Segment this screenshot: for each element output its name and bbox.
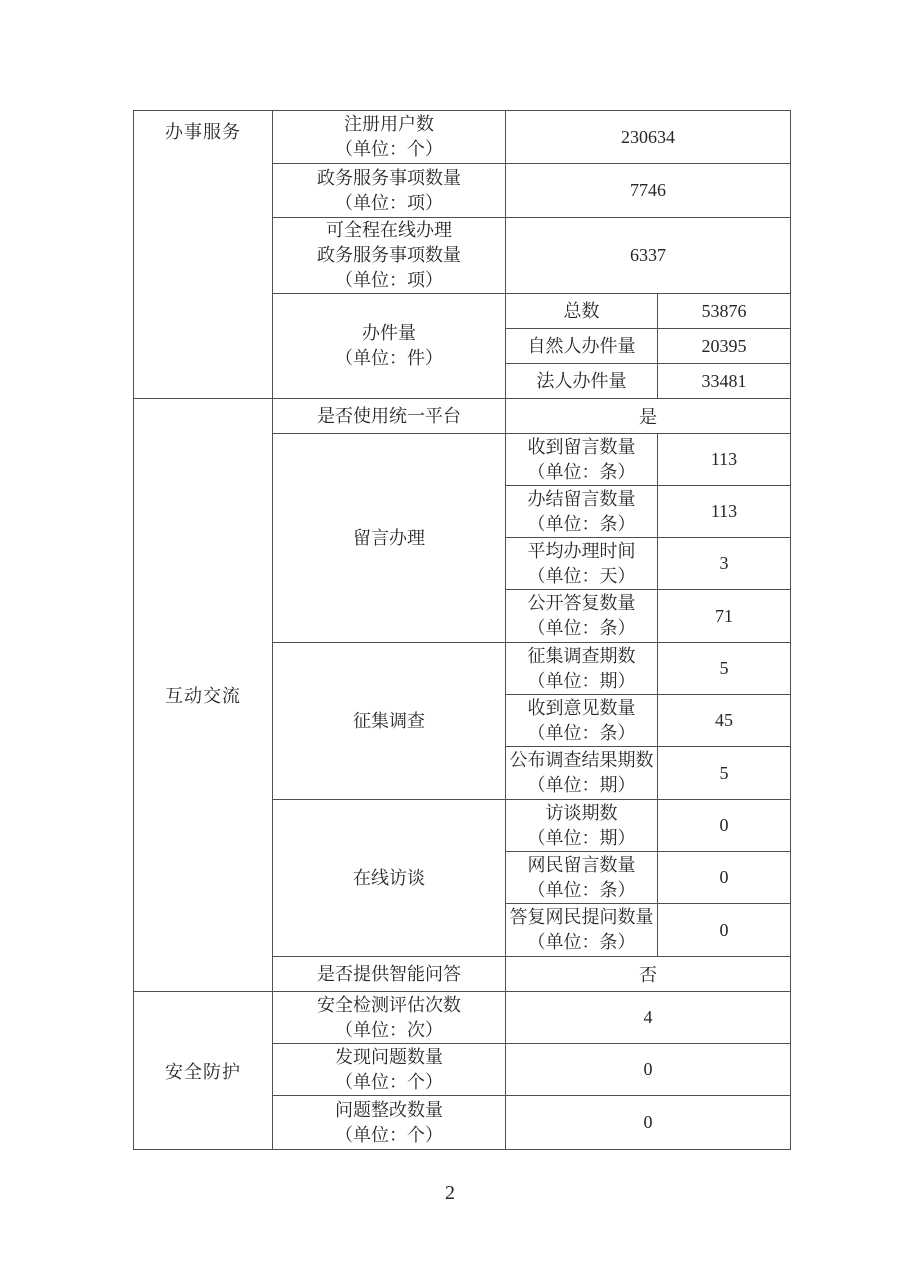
label-line: 总数 <box>563 300 600 321</box>
label-line: 安全检测评估次数 <box>317 994 461 1015</box>
value-cell: 0 <box>658 904 791 957</box>
value-cell: 3 <box>658 538 791 590</box>
value-cell: 0 <box>658 852 791 904</box>
label-line: 注册用户数 <box>344 114 434 134</box>
label-line: 收到留言数量 <box>527 436 636 457</box>
label-line: （单位：项） <box>335 192 443 213</box>
item-label-cell <box>273 800 506 957</box>
sub-item-cell <box>506 590 658 643</box>
value-cell: 113 <box>658 434 791 486</box>
label-line: （单位：条） <box>527 879 636 900</box>
label-line: （单位：条） <box>527 722 636 743</box>
category-cell-service: 办事服务 <box>134 111 273 399</box>
sub-item-cell <box>506 904 658 957</box>
label-line: （单位：条） <box>527 513 636 534</box>
item-label-cell <box>273 434 506 643</box>
label-line: （单位：个） <box>335 1124 443 1145</box>
label-line: 办件量 <box>362 323 416 343</box>
table-row <box>134 992 791 1044</box>
label-line: （单位：期） <box>527 670 636 691</box>
label-line: 征集调查 <box>353 710 425 731</box>
sub-item-cell <box>506 643 658 695</box>
label-line: 网民留言数量 <box>527 854 636 875</box>
sub-item-cell <box>506 364 658 399</box>
value-cell: 0 <box>658 800 791 852</box>
sub-item-cell <box>506 695 658 747</box>
label-line: （单位：条） <box>527 932 636 952</box>
category-cell-interaction: 互动交流 <box>134 399 273 992</box>
annual-report-table <box>133 110 791 1150</box>
label-line: 留言办理 <box>353 527 425 548</box>
sub-item-cell <box>506 434 658 486</box>
label-line: 政务服务事项数量 <box>317 167 461 188</box>
label-line: 征集调查期数 <box>527 645 636 666</box>
sub-item-cell <box>506 486 658 538</box>
label-line: 法人办件量 <box>536 370 627 391</box>
label-line: 问题整改数量 <box>335 1099 443 1120</box>
label-line: （单位：项） <box>335 270 443 290</box>
item-label-cell <box>273 1096 506 1150</box>
label-line: 访谈期数 <box>545 802 618 823</box>
item-label-cell <box>273 643 506 800</box>
value-cell: 5 <box>658 643 791 695</box>
sub-item-cell <box>506 800 658 852</box>
category-cell-security: 安全防护 <box>134 992 273 1150</box>
value-cell: 6337 <box>506 218 791 294</box>
label-line: （单位：个） <box>335 1071 443 1092</box>
label-line: （单位：条） <box>527 461 636 482</box>
label-line: 在线访谈 <box>353 867 425 888</box>
item-label-cell <box>273 164 506 218</box>
sub-item-cell <box>506 747 658 800</box>
item-label-cell <box>273 294 506 399</box>
label-line: （单位：条） <box>527 618 636 638</box>
value-cell: 4 <box>506 992 791 1044</box>
value-cell: 5 <box>658 747 791 800</box>
item-label-cell <box>273 218 506 294</box>
label-line: 政务服务事项数量 <box>317 245 461 265</box>
page-number: 2 <box>445 1182 455 1204</box>
label-line: 自然人办件量 <box>527 335 636 356</box>
value-cell: 113 <box>658 486 791 538</box>
label-line: （单位：期） <box>527 775 636 795</box>
value-cell: 33481 <box>658 364 791 399</box>
value-cell: 53876 <box>658 294 791 329</box>
label-line: 可全程在线办理 <box>326 220 452 240</box>
label-line: （单位：期） <box>527 827 636 848</box>
label-line: 平均办理时间 <box>527 540 636 561</box>
value-cell: 45 <box>658 695 791 747</box>
label-line: 是否使用统一平台 <box>317 405 461 426</box>
label-line: 发现问题数量 <box>335 1046 443 1067</box>
sub-item-cell <box>506 329 658 364</box>
value-cell: 71 <box>658 590 791 643</box>
item-label-cell <box>273 111 506 164</box>
label-line: 公开答复数量 <box>527 593 636 613</box>
value-cell: 7746 <box>506 164 791 218</box>
value-cell: 230634 <box>506 111 791 164</box>
label-line: 答复网民提问数量 <box>509 907 654 927</box>
item-label-cell <box>273 1044 506 1096</box>
sub-item-cell <box>506 294 658 329</box>
item-label-cell <box>273 992 506 1044</box>
table-row <box>134 111 791 164</box>
label-line: 收到意见数量 <box>527 697 636 718</box>
item-label-cell <box>273 957 506 992</box>
label-line: （单位：次） <box>335 1019 443 1040</box>
label-line: （单位：天） <box>527 565 636 586</box>
label-line: 公布调查结果期数 <box>509 750 654 770</box>
label-line: （单位：件） <box>335 348 443 368</box>
label-line: 是否提供智能问答 <box>317 963 461 984</box>
value-cell: 0 <box>506 1096 791 1150</box>
item-label-cell <box>273 399 506 434</box>
label-line: （单位：个） <box>335 139 443 159</box>
value-cell: 否 <box>506 957 791 992</box>
sub-item-cell <box>506 852 658 904</box>
label-line: 办结留言数量 <box>527 488 636 509</box>
value-cell: 是 <box>506 399 791 434</box>
table-row <box>134 399 791 434</box>
sub-item-cell <box>506 538 658 590</box>
value-cell: 0 <box>506 1044 791 1096</box>
value-cell: 20395 <box>658 329 791 364</box>
